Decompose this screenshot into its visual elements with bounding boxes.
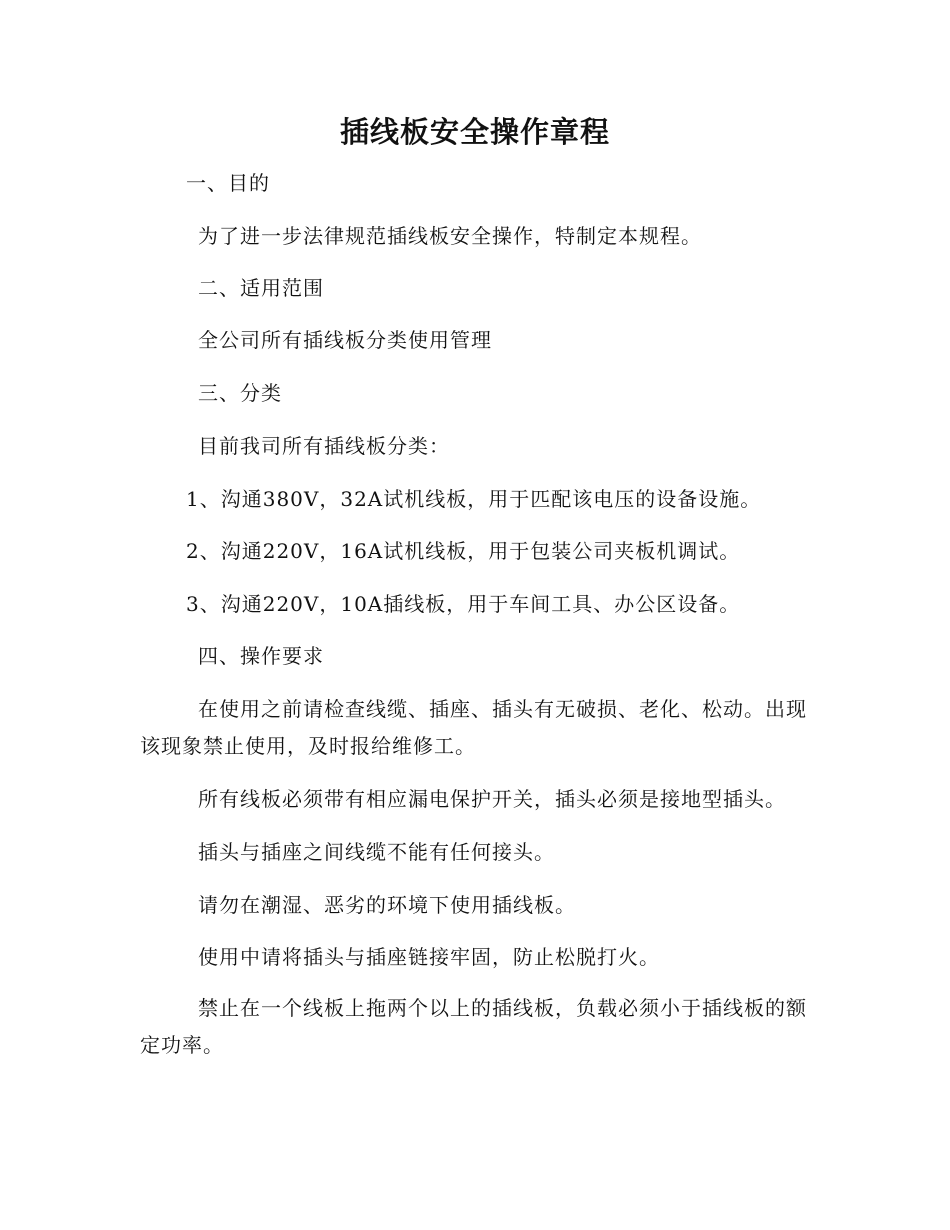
requirement-paragraph: 请勿在潮湿、恶劣的环境下使用插线板。 xyxy=(198,893,576,917)
scope-text: 全公司所有插线板分类使用管理 xyxy=(198,328,492,352)
document-title: 插线板安全操作章程 xyxy=(339,115,610,149)
scope-heading: 二、适用范围 xyxy=(198,276,324,300)
requirement-paragraph: 禁止在一个线板上拖两个以上的插线板，负载必须小于插线板的额定功率。 xyxy=(140,996,807,1057)
requirements-heading: 四、操作要求 xyxy=(198,644,324,668)
category-heading: 三、分类 xyxy=(198,381,282,405)
requirement-paragraph: 所有线板必须带有相应漏电保护开关，插头必须是接地型插头。 xyxy=(198,787,786,811)
category-item: 3、沟通220V，10A插线板，用于车间工具、办公区设备。 xyxy=(186,592,741,616)
purpose-heading: 一、目的 xyxy=(186,171,270,195)
purpose-text: 为了进一步法律规范插线板安全操作，特制定本规程。 xyxy=(198,224,702,248)
requirement-paragraph: 在使用之前请检查线缆、插座、插头有无破损、老化、松动。出现该现象禁止使用，及时报给维修工。 xyxy=(140,697,807,758)
requirement-paragraph: 使用中请将插头与插座链接牢固，防止松脱打火。 xyxy=(198,945,660,969)
category-intro: 目前我司所有插线板分类： xyxy=(198,434,450,458)
category-item: 1、沟通380V，32A试机线板，用于匹配该电压的设备设施。 xyxy=(186,487,762,511)
requirement-paragraph: 插头与插座之间线缆不能有任何接头。 xyxy=(198,840,555,864)
category-item: 2、沟通220V，16A试机线板，用于包装公司夹板机调试。 xyxy=(186,539,741,563)
